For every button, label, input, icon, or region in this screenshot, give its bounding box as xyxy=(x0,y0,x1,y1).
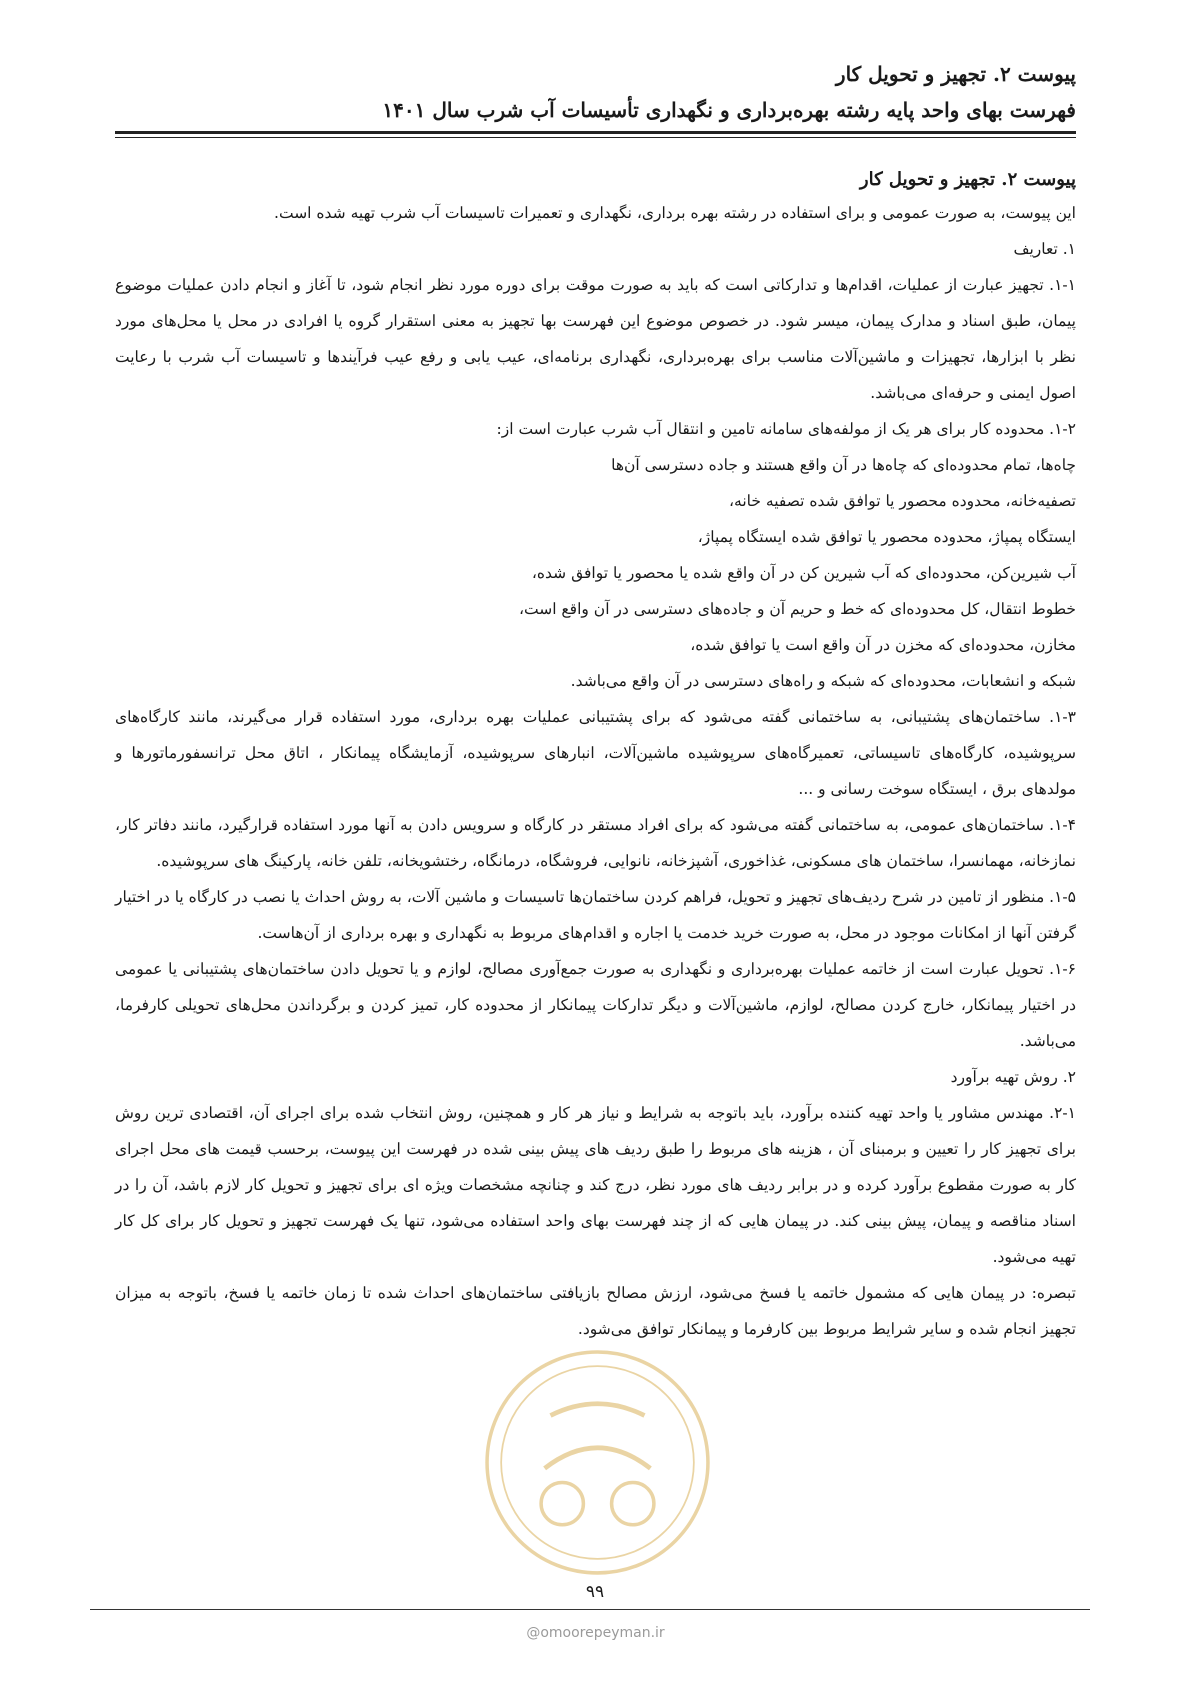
paragraph-1-4: ۱-۴. ساختمان‌های عمومی، به ساختمانی گفته می‌شود که برای افراد مستقر در کارگاه و سرویس دادن به آنها مورد استفاده قرارگیرد، مانند دفاتر کار، نمازخانه، مهمانسرا، ساختمان های مسکونی، غذاخوری، آشپزخانه، نانوایی، فروشگاه، درمانگاه، رختشویخانه، تلفن خانه، پارکینگ های سرپوشیده. xyxy=(115,816,1076,870)
running-header xyxy=(115,56,1076,128)
paragraph-1-6: ۱-۶. تحویل عبارت است از خاتمه عملیات بهره‌برداری و نگهداری به صورت جمع‌آوری مصالح، لوازم و یا تحویل دادن ساختمان‌های پشتیبانی یا عمومی در اختیار پیمانکار، خارج کردن مصالح، لوازم، ماشین‌آلات و دیگر تدارکات پیمانکار از محدوده کار، تمیز کردن و برگرداندن محل‌های تحویلی کارفرما، می‌باشد. xyxy=(115,960,1076,1050)
section-title: پیوست ۲. تجهیز و تحویل کار xyxy=(859,169,1076,190)
paragraph-1-3: ۱-۳. ساختمان‌های پشتیبانی، به ساختمانی گفته می‌شود که برای پشتیبانی عملیات بهره برداری، مورد استفاده قرار می‌گیرند، مانند کارگاه‌های سرپوشیده، کارگاه‌های تاسیساتی، تعمیرگاه‌های سرپوشیده ماشین‌آلات، انبارهای سرپوشیده، آزمایشگاه پیمانکار ، اتاق محل ترانسفورماتورها و مولدهای برق ، ایستگاه سوخت رسانی و ... xyxy=(115,708,1076,798)
watermark-handle: @omoorepeyman.ir xyxy=(526,1625,665,1641)
header-subtitle: فهرست بهای واحد پایه رشته بهره‌برداری و نگهداری تأسیسات آب شرب سال ۱۴۰۱ xyxy=(382,98,1076,122)
header-rule-thick xyxy=(115,131,1076,134)
footer-rule xyxy=(90,1609,1090,1610)
paragraph-1-5: ۱-۵. منظور از تامین در شرح ردیف‌های تجهیز و تحویل، فراهم کردن ساختمان‌ها تاسیسات و ماشین آلات، به روش احداث یا نصب در کارگاه یا در اختیار گرفتن آنها از امکانات موجود در محل، به صورت خرید خدمت یا اجاره و اقدام‌های مربوط به نگهداری و بهره برداری از آن‌هاست. xyxy=(115,888,1076,942)
list-item-treatment-plant: تصفیه‌خانه، محدوده محصور یا توافق شده تصفیه خانه، xyxy=(729,492,1076,510)
header-title: پیوست ۲. تجهیز و تحویل کار xyxy=(835,62,1076,86)
list-item-transmission-lines: خطوط انتقال، کل محدوده‌ای که خط و حریم آن و جاده‌های دسترسی در آن واقع است، xyxy=(518,600,1076,618)
list-item-reservoirs: مخازن، محدوده‌ای که مخزن در آن واقع است یا توافق شده، xyxy=(690,636,1076,654)
list-item-network: شبکه و انشعابات، محدوده‌ای که شبکه و راه‌های دسترسی در آن واقع می‌باشد. xyxy=(570,672,1076,690)
header-rule-thin xyxy=(115,137,1076,138)
heading-estimation-method: ۲. روش تهیه برآورد xyxy=(950,1068,1076,1086)
intro-paragraph: این پیوست، به صورت عمومی و برای استفاده در رشته بهره برداری، نگهداری و تعمیرات تاسیسات آب شرب تهیه شده است. xyxy=(274,204,1076,222)
heading-definitions: ۱. تعاریف xyxy=(1013,240,1076,258)
paragraph-2-1: ۲-۱. مهندس مشاور یا واحد تهیه کننده برآورد، باید باتوجه به شرایط و نیاز هر کار و همچنین، روش انتخاب شده برای اجرای آن، اقتصادی ترین روش برای تجهیز کار را تعیین و برمبنای آن ، هزینه های مربوط را طبق ردیف های پیش بینی شده در فهرست این پیوست، برحسب قیمت های محل اجرای کار به صورت مقطوع برآورد کرده و در برابر ردیف های مورد نظر، درج کند و چنانچه مشخصات ویژه ای برای تجهیز و تحویل کار لازم باشد، آن را در اسناد مناقصه و پیمان، پیش بینی کند. در پیمان هایی که از چند فهرست بهای واحد استفاده می‌شود، تنها یک فهرست تجهیز و تحویل کار برای کل کار تهیه می‌شود. xyxy=(115,1104,1076,1266)
list-item-wells: چاه‌ها، تمام محدوده‌ای که چاه‌ها در آن واقع هستند و جاده دسترسی آن‌ها xyxy=(611,456,1076,474)
list-item-desalination: آب شیرین‌کن، محدوده‌ای که آب شیرین کن در آن واقع شده یا محصور یا توافق شده، xyxy=(531,564,1076,582)
paragraph-1-1: ۱-۱. تجهیز عبارت از عملیات، اقدام‌ها و تدارکاتی است که باید به صورت موقت برای دوره مورد نظر انجام شود، تا آغاز و انجام دادن عملیات موضوع پیمان، طبق اسناد و مدارک پیمان، میسر شود. در خصوص موضوع این فهرست بها تجهیز به معنی استقرار گروه یا افرادی در محل یا محل‌های مورد نظر با ابزارها، تجهیزات و ماشین‌آلات مناسب برای بهره‌برداری، نگهداری برنامه‌ای، عیب یابی و رفع عیب فرآیندها و تاسیسات آب شرب با رعایت اصول ایمنی و حرفه‌ای می‌باشد. xyxy=(115,276,1076,402)
page-number: ۹۹ xyxy=(585,1582,605,1602)
list-item-pump-station: ایستگاه پمپاژ، محدوده محصور یا توافق شده ایستگاه پمپاژ، xyxy=(697,528,1076,546)
paragraph-1-2: ۱-۲. محدوده کار برای هر یک از مولفه‌های سامانه تامین و انتقال آب شرب عبارت است از: xyxy=(496,420,1076,438)
seal-watermark xyxy=(480,1345,715,1580)
note-paragraph: تبصره: در پیمان هایی که مشمول خاتمه یا فسخ می‌شود، ارزش مصالح بازیافتی ساختمان‌های احداث شده تا زمان خاتمه یا فسخ، باتوجه به میزان تجهیز انجام شده و سایر شرایط مربوط بین کارفرما و پیمانکار توافق می‌شود. xyxy=(115,1284,1076,1338)
body-content xyxy=(115,165,1076,1347)
